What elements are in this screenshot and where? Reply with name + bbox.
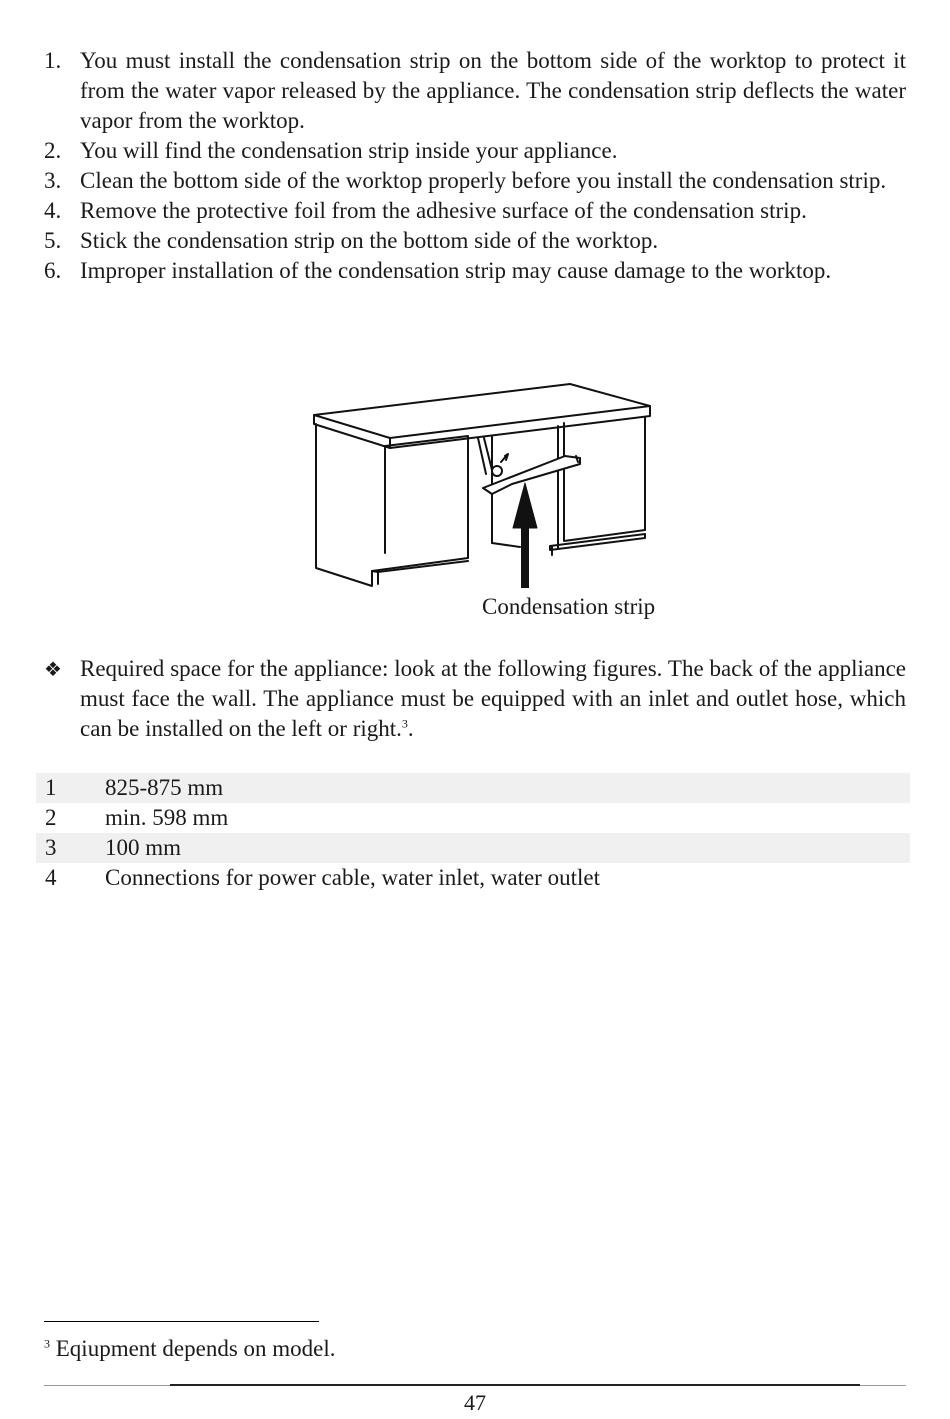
- step-text: Improper installation of the condensation strip may cause damage to the worktop.: [80, 258, 832, 283]
- table-row: [36, 833, 910, 863]
- cabinet-with-condensation-strip-illustration: [300, 378, 670, 593]
- footnote-reference[interactable]: 3: [401, 716, 408, 731]
- table-row: [36, 863, 910, 893]
- figure-caption: Condensation strip: [482, 594, 656, 619]
- dimension-number: 4: [45, 865, 57, 890]
- step-text: You will find the condensation strip inside your appliance.: [80, 138, 618, 163]
- list-item: [44, 226, 906, 256]
- step-text: You must install the condensation strip on the bottom side of the worktop to protect it from the water vapor released by the appliance. The condensation strip deflects the water vapor from the worktop.: [80, 48, 906, 133]
- table-row: [36, 803, 910, 833]
- dimensions-table: [36, 773, 910, 893]
- dimension-number: 2: [45, 805, 57, 830]
- list-item: [44, 166, 906, 196]
- list-item: [44, 256, 906, 286]
- installation-steps-list: [44, 46, 906, 286]
- bullet-trailing: .: [407, 716, 414, 741]
- dimension-number: 1: [36, 773, 105, 803]
- step-number: 6.: [44, 258, 62, 283]
- dimension-number: 3: [36, 833, 105, 863]
- step-text: Clean the bottom side of the worktop properly before you install the condensation strip.: [80, 168, 887, 193]
- step-text: Stick the condensation strip on the bottom side of the worktop.: [80, 228, 659, 253]
- list-item: [44, 136, 906, 166]
- step-number: 4.: [44, 198, 62, 223]
- table-row: [36, 773, 910, 803]
- footnote: [44, 1334, 336, 1364]
- dimension-label: Connections for power cable, water inlet, water outlet: [105, 865, 600, 890]
- list-item: [44, 196, 906, 226]
- four-diamond-bullet-icon: ❖: [44, 657, 62, 681]
- condensation-strip-figure: [300, 378, 670, 593]
- step-number: 2.: [44, 138, 62, 163]
- required-space-paragraph: [44, 654, 906, 744]
- footnote-marker: 3: [44, 1336, 50, 1351]
- list-item: [44, 46, 906, 136]
- bullet-text: [44, 654, 906, 744]
- footnote-text: Eqiupment depends on model.: [55, 1336, 336, 1361]
- step-number: 3.: [44, 168, 62, 193]
- step-number: 1.: [44, 48, 62, 73]
- footer-divider-accent: [170, 1384, 860, 1386]
- page-number: 47: [464, 1390, 486, 1415]
- step-text: Remove the protective foil from the adhesive surface of the condensation strip.: [80, 198, 807, 223]
- dimension-label: 100 mm: [105, 833, 910, 863]
- dimension-label: 825-875 mm: [105, 773, 910, 803]
- bullet-body: Required space for the appliance: look at the following figures. The back of the appliance must face the wall. The appliance must be equipped with an inlet and outlet hose, which can be installed on the left or right.: [80, 656, 906, 741]
- step-number: 5.: [44, 228, 62, 253]
- footnote-separator: [44, 1321, 319, 1322]
- dimension-label: min. 598 mm: [105, 805, 229, 830]
